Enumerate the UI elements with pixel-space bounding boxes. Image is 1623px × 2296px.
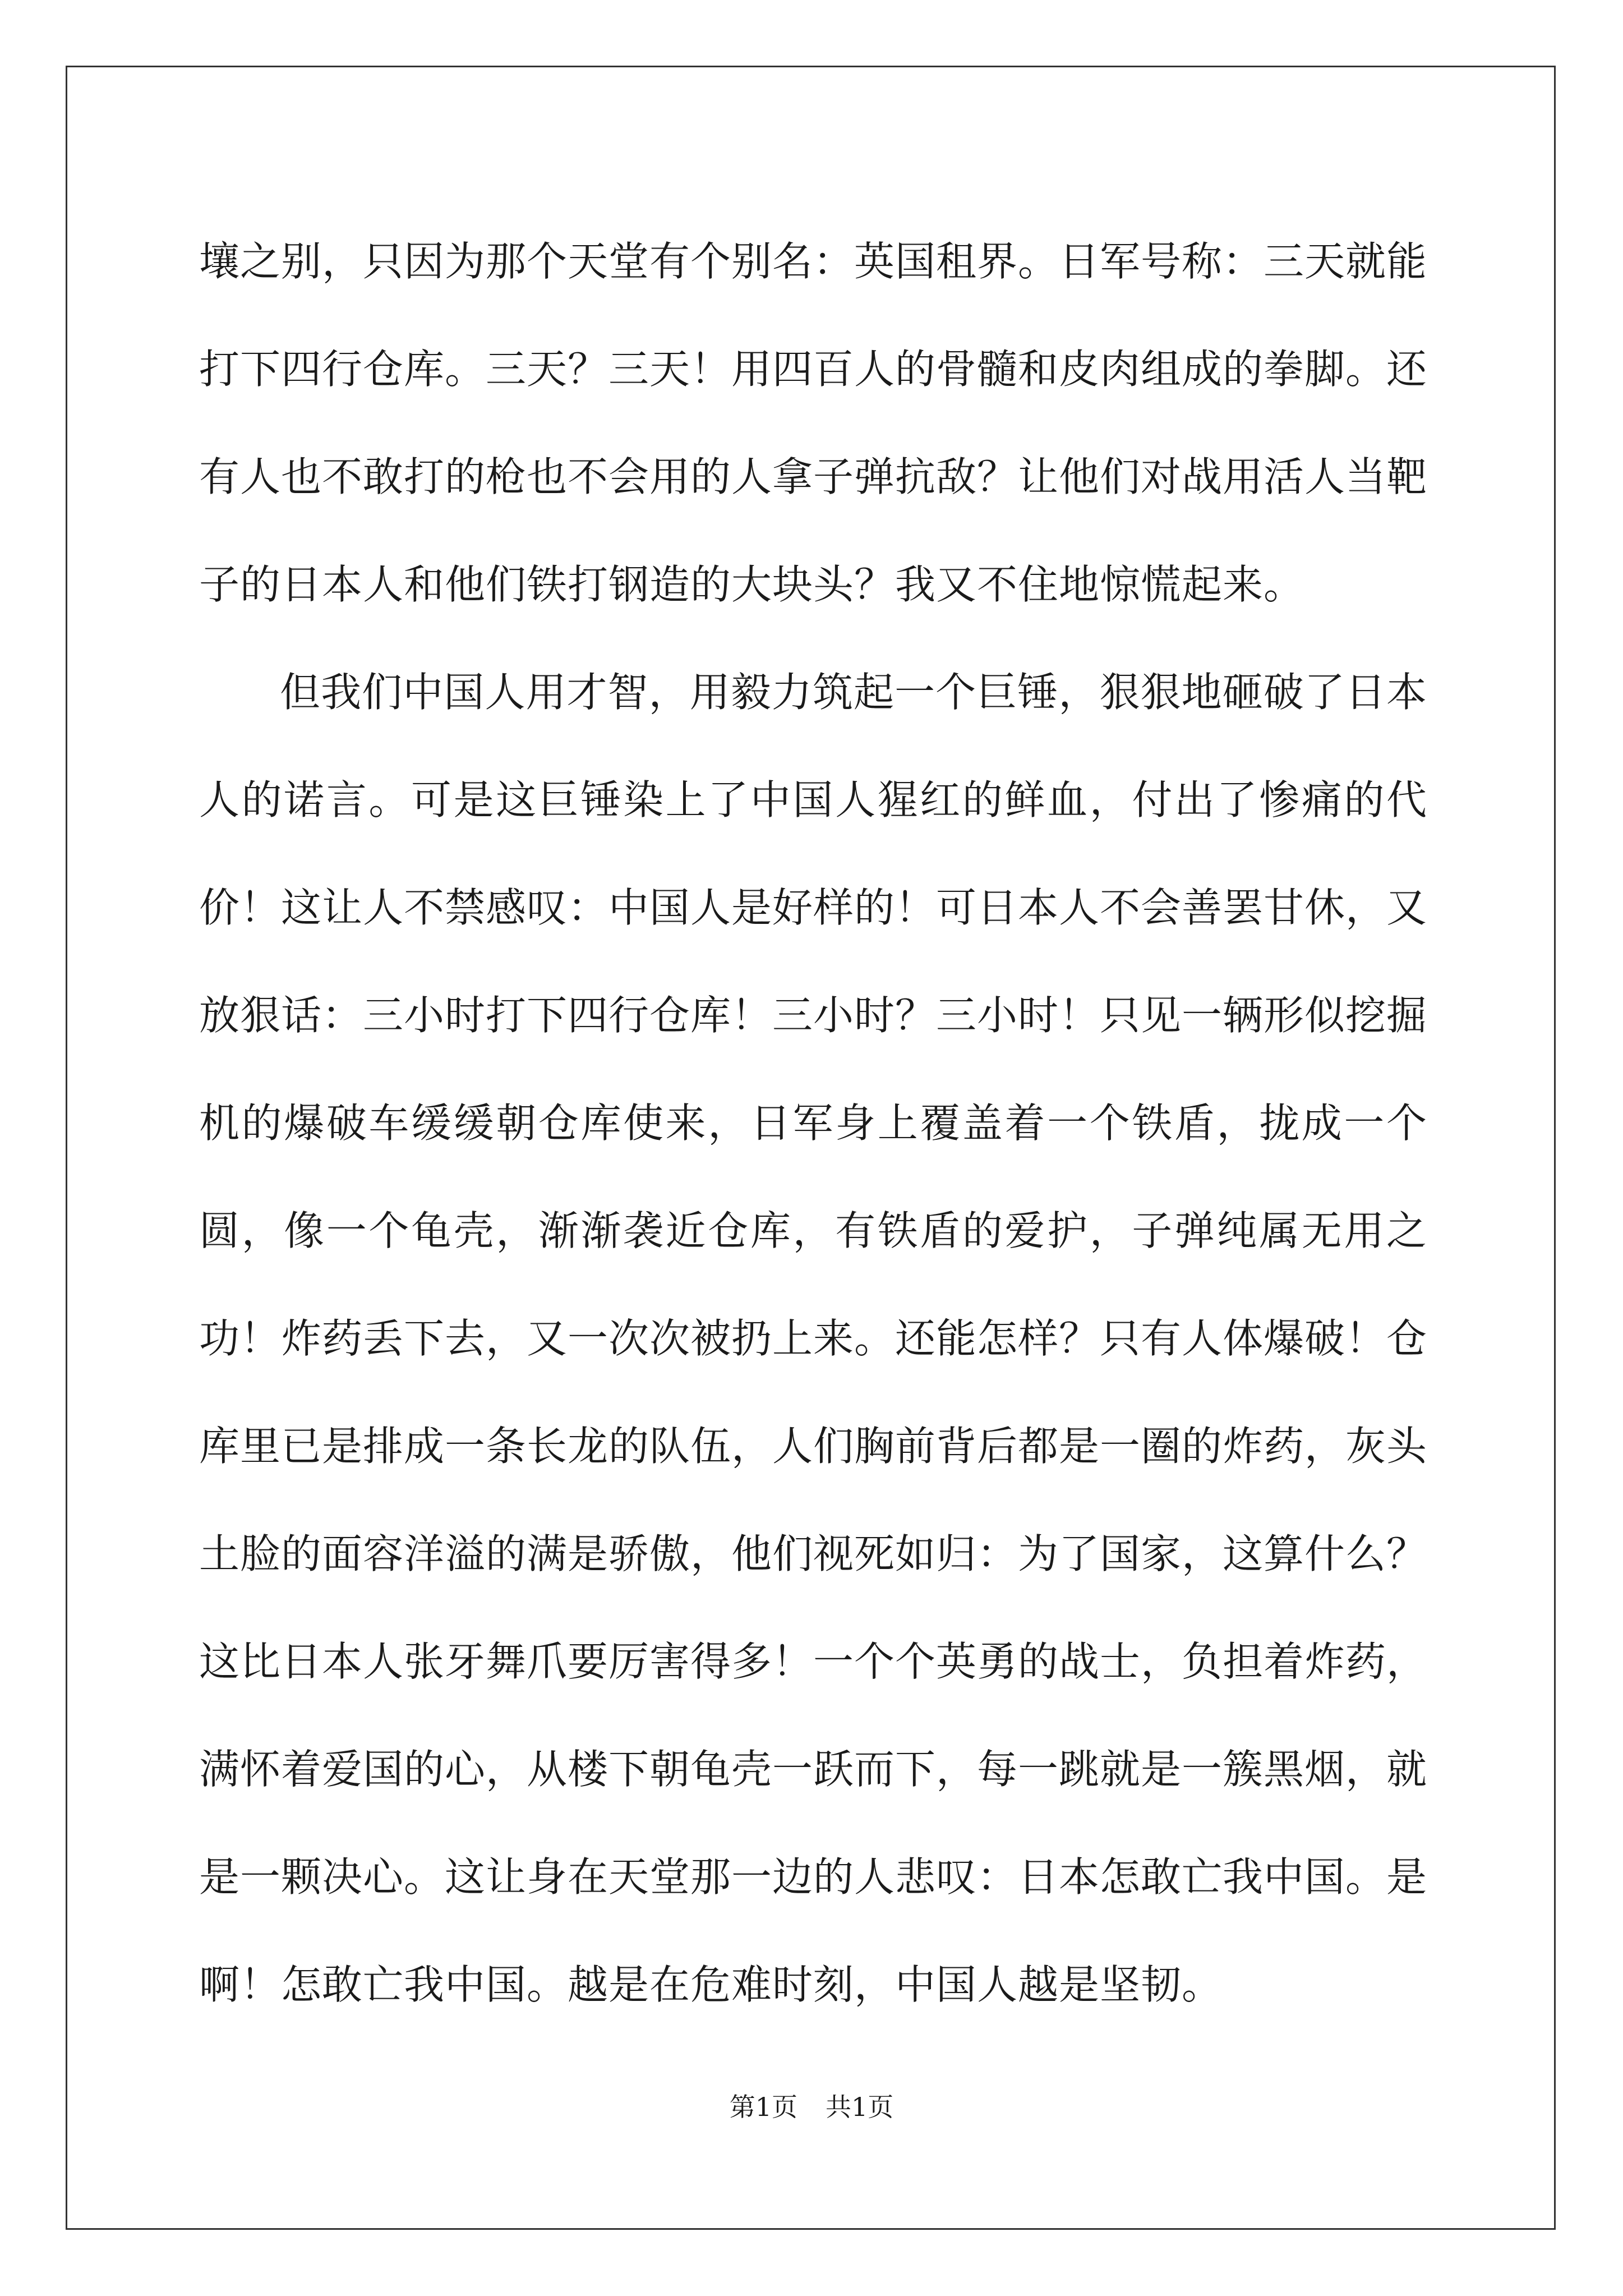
paragraph-2: 但我们中国人用才智，用毅力筑起一个巨锤，狠狠地砸破了日本人的诺言。可是这巨锤染上了中国人猩红的鲜血，付出了惨痛的代价！这让人不禁感叹：中国人是好样的！可日本人不会善罢甘休，又放狠话：三小时打下四行仓库！三小时？三小时！只见一辆形似挖掘机的爆破车缓缓朝仓库使来，日军身上覆盖着一个铁盾，拢成一个圆，像一个龟壳，渐渐袭近仓库，有铁盾的爱护，子弹纯属无用之功！炸药丢下去，又一次次被扔上来。还能怎样？只有人体爆破！仓库里已是排成一条长龙的队伍，人们胸前背后都是一圈的炸药，灰头土脸的面容洋溢的满是骄傲，他们视死如归：为了国家，这算什么？这比日本人张牙舞爪要厉害得多！一个个英勇的战士，负担着炸药，满怀着爱国的心，从楼下朝龟壳一跃而下，每一跳就是一簇黑烟，就是一颗决心。这让身在天堂那一边的人悲叹：日本怎敢亡我中国。是啊！怎敢亡我中国。越是在危难时刻，中国人越是坚韧。 — [199, 669, 1428, 2008]
page-number: 第1页 — [729, 2092, 797, 2122]
document-body — [199, 208, 1427, 2039]
page-total: 共1页 — [826, 2092, 894, 2122]
paragraph-1: 壤之别，只因为那个天堂有个别名：英国租界。日军号称：三天就能打下四行仓库。三天？三天！用四百人的骨髓和皮肉组成的拳脚。还有人也不敢打的枪也不会用的人拿子弹抗敌？让他们对战用活人当靶子的日本人和他们铁打钢造的大块头？我又不住地惊慌起来。 — [199, 238, 1428, 608]
page-footer — [0, 2087, 1623, 2124]
